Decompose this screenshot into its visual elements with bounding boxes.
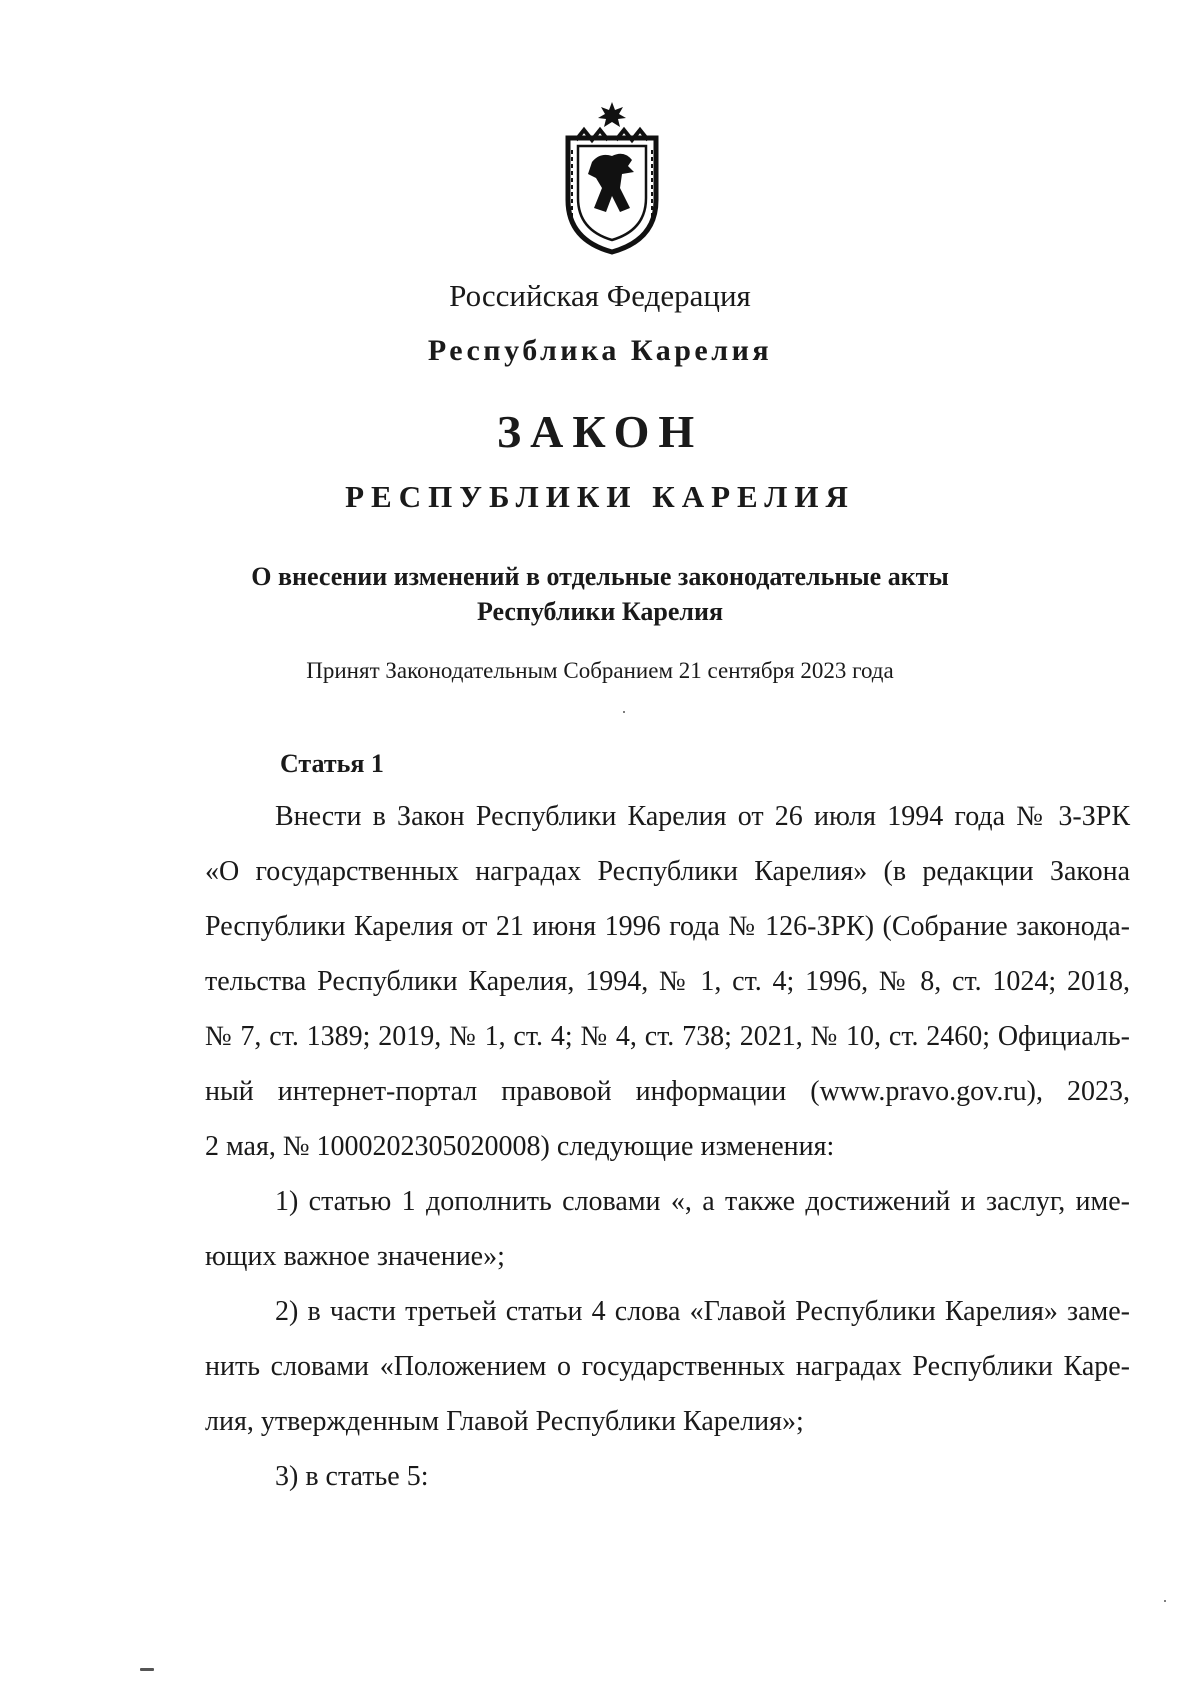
article-line: ный интернет-портал правовой информации (www.pravo.gov.ru), 2023, <box>205 1076 1130 1107</box>
article-line: Внести в Закон Республики Карелия от 26 июля 1994 года № 3-ЗРК <box>275 801 1130 832</box>
scan-speck <box>140 1668 154 1671</box>
article-line: Республики Карелия от 21 июня 1996 года № 126-ЗРК) (Собрание законода- <box>205 911 1130 942</box>
law-title-line-1: О внесении изменений в отдельные законодательные акты <box>251 562 949 591</box>
article-line: № 7, ст. 1389; 2019, № 1, ст. 4; № 4, ст. 738; 2021, № 10, ст. 2460; Официаль- <box>205 1021 1130 1052</box>
country-name: Российская Федерация <box>449 278 751 313</box>
article-line: ющих важное значение»; <box>205 1241 505 1272</box>
article-line: нить словами «Положением о государственных наградах Республики Каре- <box>205 1351 1130 1382</box>
article-line: 2) в части третьей статьи 4 слова «Главой Республики Карелия» заме- <box>275 1296 1130 1327</box>
karelia-coat-of-arms-icon <box>562 100 662 255</box>
scan-speck <box>623 711 625 713</box>
article-heading: Статья 1 <box>280 749 384 778</box>
article-line: тельства Республики Карелия, 1994, № 1, ст. 4; 1996, № 8, ст. 1024; 2018, <box>205 966 1130 997</box>
scan-speck <box>1164 1600 1166 1602</box>
article-line: 2 мая, № 1000202305020008) следующие изменения: <box>205 1131 835 1162</box>
document-type: ЗАКОН <box>496 406 704 457</box>
article-line: «О государственных наградах Республики Карелия» (в редакции Закона <box>205 856 1130 887</box>
adoption-date: Принят Законодательным Собранием 21 сентября 2023 года <box>306 658 894 683</box>
document-type-subtitle: РЕСПУБЛИКИ КАРЕЛИЯ <box>345 479 855 514</box>
article-line: 3) в статье 5: <box>275 1461 429 1492</box>
article-line: лия, утвержденным Главой Республики Карелия»; <box>205 1406 804 1437</box>
article-line: 1) статью 1 дополнить словами «, а также достижений и заслуг, име- <box>275 1186 1130 1217</box>
region-name: Республика Карелия <box>427 334 773 367</box>
law-title-line-2: Республики Карелия <box>476 597 724 626</box>
